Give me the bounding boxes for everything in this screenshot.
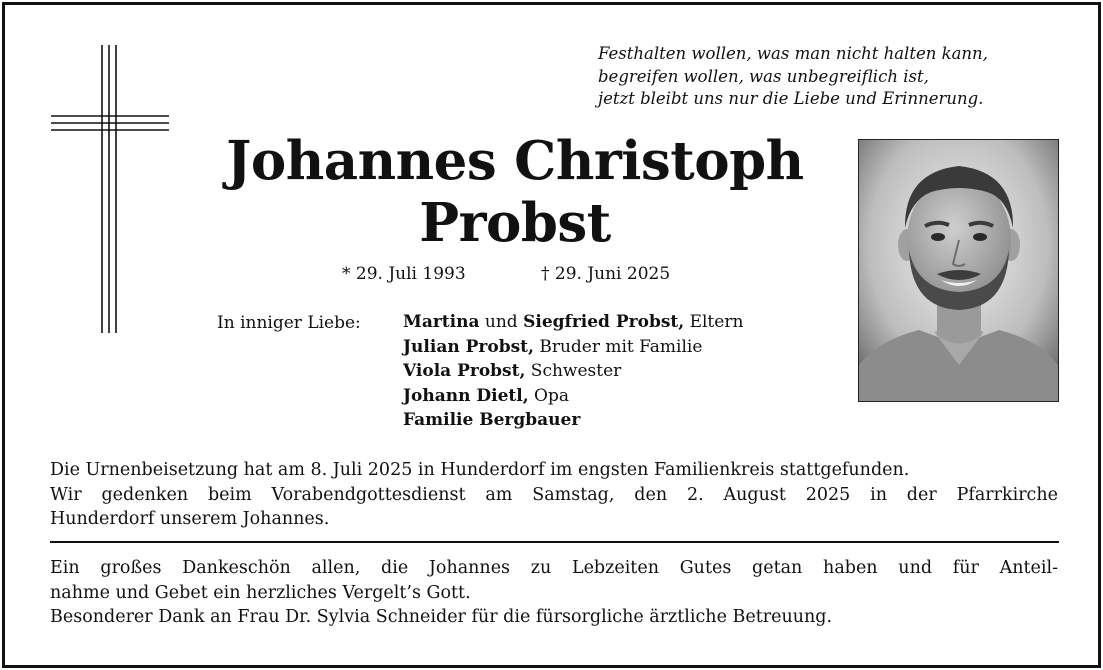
mourner-relation: Bruder mit Familie (533, 336, 703, 357)
mourner-name: Familie Bergbauer (403, 410, 581, 430)
mourner-relation: Schwester (525, 361, 622, 381)
mourner-relation: Opa (528, 385, 569, 406)
mourner-line (403, 335, 743, 360)
mourners-label: In inniger Liebe: (217, 313, 361, 333)
name-line: Probst (419, 192, 611, 254)
mourner-name: Julian Probst, (403, 336, 534, 357)
mourner-relation: Eltern (684, 312, 744, 332)
paragraph-line: Ein großes Dankeschön allen, die Johannes zu Lebzeiten Gutes getan haben und für Anteil- (50, 558, 1058, 578)
paragraph-line: nahme und Gebet ein herzliches Vergelt’s Gott. (50, 582, 471, 603)
memorial-poem (598, 43, 988, 111)
paragraph-line: Hunderdorf unserem Johannes. (50, 509, 330, 529)
divider (50, 541, 1059, 543)
mourner-name: Siegfried Probst, (523, 312, 685, 332)
mourner-line (403, 359, 743, 384)
mourner-line (403, 408, 743, 433)
portrait-photo-image (859, 140, 1058, 401)
mourner-name: Viola Probst, (403, 361, 526, 381)
mourner-relation: und (479, 312, 524, 332)
paragraph-line: Die Urnenbeisetzung hat am 8. Juli 2025 in Hunderdorf im engsten Familienkreis stattgefunden. (50, 460, 910, 480)
paragraph-line: Wir gedenken beim Vorabendgottesdienst am Samstag, den 2. August 2025 in der Pfarrkirche (50, 484, 1058, 505)
name-line: Johannes Christoph (226, 130, 804, 192)
mourner-name: Johann Dietl, (403, 385, 529, 406)
poem-line: Festhalten wollen, was man nicht halten kann, (598, 44, 988, 63)
paragraph-line: Besonderer Dank an Frau Dr. Sylvia Schneider für die fürsorgliche ärztliche Betreuung. (50, 607, 833, 627)
cross-icon (49, 43, 173, 335)
portrait-photo (858, 139, 1059, 402)
mourner-line (403, 384, 743, 409)
burial-paragraph (50, 458, 1058, 532)
poem-line: jetzt bleibt uns nur die Liebe und Erinnerung. (598, 89, 984, 108)
mourner-line (403, 310, 743, 335)
obituary-notice (2, 2, 1101, 668)
death-date: † 29. Juni 2025 (541, 264, 671, 284)
thanks-paragraph (50, 556, 1058, 630)
deceased-name (220, 130, 810, 254)
poem-line: begreifen wollen, was unbegreiflich ist, (598, 66, 929, 86)
birth-date: * 29. Juli 1993 (342, 264, 466, 284)
mourners-list (403, 310, 743, 433)
mourner-name: Martina (403, 312, 480, 332)
